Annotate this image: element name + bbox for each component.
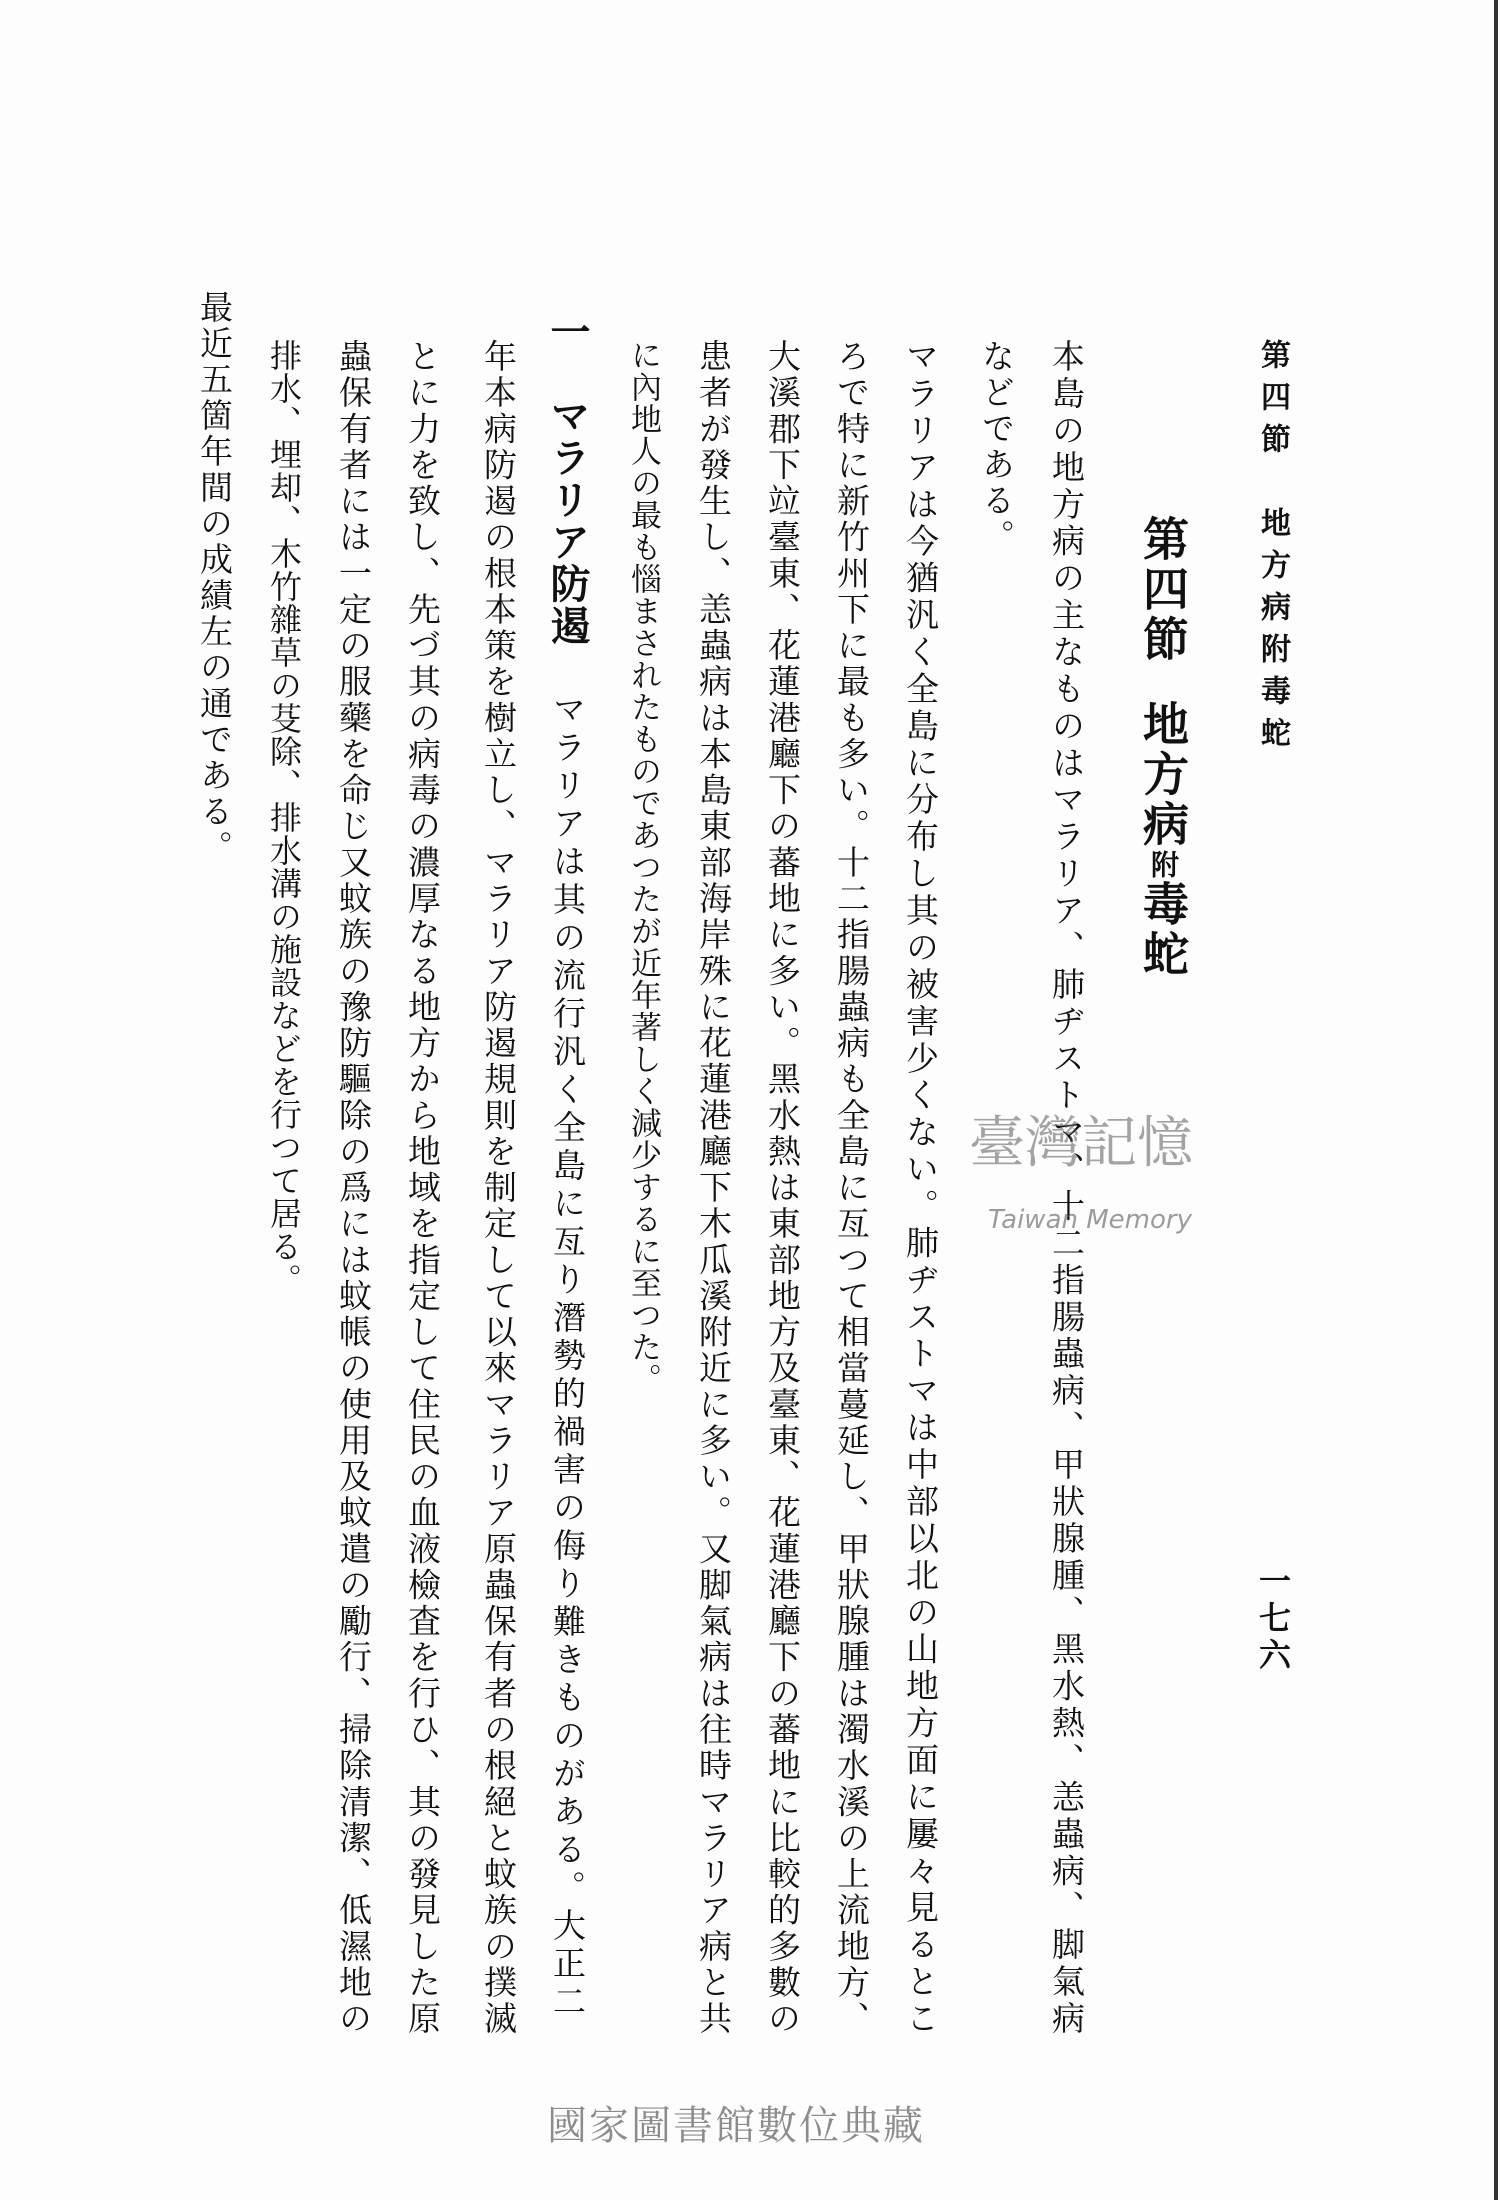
subsection-heading: 一 マラリア防遏 bbox=[544, 311, 591, 647]
page-number: 一七六 bbox=[1254, 1564, 1292, 1675]
watermark-logo-text: 臺灣記憶 bbox=[969, 1111, 1193, 1176]
section-number: 第四節 bbox=[1136, 515, 1190, 665]
text-line: 本島の地方病の主なものはマラリア、肺ヂストマ、十二指腸蟲病、甲狀腺腫、黑水熱、恙蟲病、脚氣病 bbox=[1047, 339, 1086, 2035]
text-line: などである。 bbox=[977, 339, 1016, 555]
scan-edge bbox=[1494, 0, 1498, 2200]
text-line: に內地人の最も惱まされたものであつたが近年著しく減少するに至つた。 bbox=[625, 339, 661, 1395]
text-line: とに力を致し、先づ其の病毒の濃厚なる地方から地域を指定して住民の血液檢査を行ひ、其の發見した原 bbox=[403, 339, 442, 2034]
text-line: 最近五箇年間の成績左の通である。 bbox=[195, 290, 234, 866]
watermark-english: Taiwan Memory bbox=[988, 1205, 1192, 1235]
text-line: ろで特に新竹州下に最も多い。十二指腸蟲病も全島に亙つて相當蔓延し、甲狀腺腫は濁水溪の上流地方、 bbox=[832, 339, 871, 2035]
section-title-joiner: 附 bbox=[1147, 850, 1180, 880]
text-line: マラリアは今猶汎く全島に分布し其の被害少くない。肺ヂストマは中部以北の山地方面に屢々見るとこ bbox=[901, 339, 940, 2035]
section-title bbox=[1134, 515, 1192, 1015]
text-line: 患者が發生し、恙蟲病は本島東部海岸殊に花蓮港廳下木瓜溪附近に多い。又脚氣病は往時マラリア病と共 bbox=[694, 339, 733, 2034]
text-line: 年本病防遏の根本策を樹立し、マラリア防遏規則を制定して以來マラリア原蟲保有者の根絕と蚊族の撲滅 bbox=[479, 339, 518, 2034]
archive-credit: 國家圖書館數位典藏 bbox=[547, 2103, 925, 2149]
section-title-main: 地方病 bbox=[1136, 700, 1190, 850]
text-line: 排水、埋却、木竹雜草の芟除、排水溝の施設などを行つて居る。 bbox=[265, 339, 303, 1296]
text-line: 大溪郡下竝臺東、花蓮港廳下の蕃地に多い。黑水熱は東部地方及臺東、花蓮港廳下の蕃地に比較的多數の bbox=[763, 339, 802, 2034]
subsection-first-line bbox=[539, 311, 595, 2041]
running-header: 第四節 地方病附毒蛇 bbox=[1255, 339, 1290, 759]
text-line: 蟲保有者には一定の服藥を命じ又蚊族の豫防驅除の爲には蚊帳の使用及蚊遣の勵行、掃除清潔、低濕地の bbox=[334, 339, 373, 2034]
text-line: マラリアは其の流行汎く全島に亙り潛勢的禍害の侮り難きものがある。大正二 bbox=[548, 692, 587, 2022]
section-title-sub: 毒蛇 bbox=[1136, 880, 1190, 980]
